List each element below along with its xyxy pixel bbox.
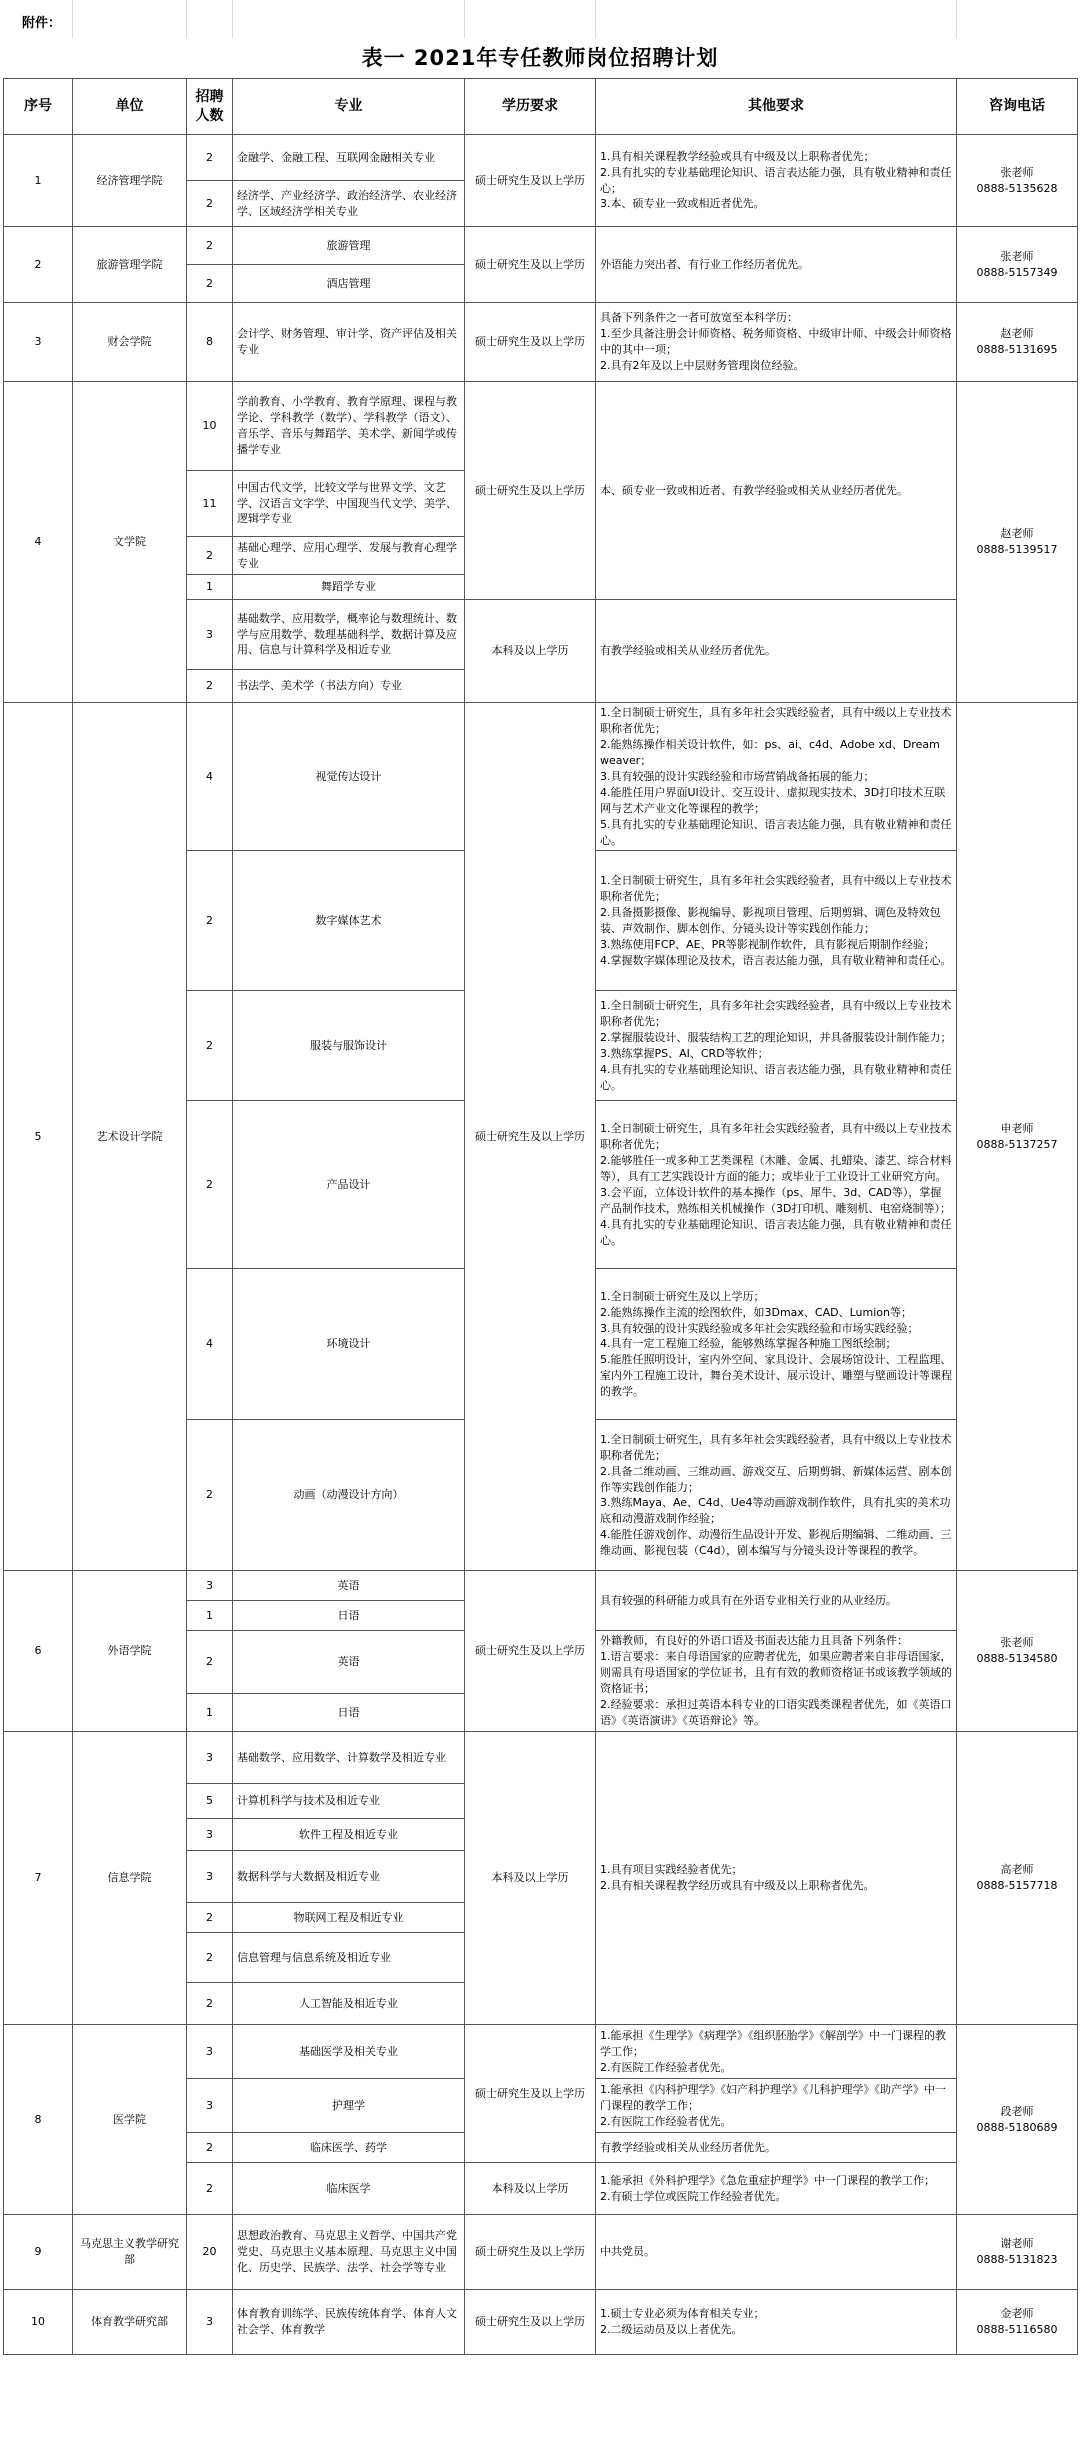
edu-cell: 硕士研究生及以上学历 (465, 2215, 596, 2290)
count-cell: 2 (187, 851, 233, 991)
major-cell: 产品设计 (233, 1101, 465, 1269)
count-cell: 3 (187, 1571, 233, 1601)
count-cell: 2 (187, 1631, 233, 1694)
major-cell: 酒店管理 (233, 265, 465, 303)
major-cell: 金融学、金融工程、互联网金融相关专业 (233, 135, 465, 181)
count-cell: 3 (187, 2079, 233, 2133)
contact-cell (957, 703, 1078, 1571)
recruitment-table (3, 78, 1078, 2355)
contact-cell (957, 2025, 1078, 2215)
unit-cell: 医学院 (73, 2025, 187, 2215)
other-cell: 外语能力突出者、有行业工作经历者优先。 (596, 227, 957, 303)
other-cell: 1.全日制硕士研究生，具有多年社会实践经验者，具有中级以上专业技术职称者优先； 2.具备二维动画、三维动画、游戏交互、后期剪辑、新媒体运营、剧本创作等实践创作能力； 3.熟练Maya、Ae、C4d、Ue4等动画游戏制作软件，具有扎实的美术功底和动漫游戏制作经验； 4.能胜任游戏创作、动漫衍生品设计开发、影视后期编辑、二维动画、三维动画、影视包装（C4d），剧本编写与分镜头设计等课程的教学。 (596, 1420, 957, 1571)
table-row (4, 382, 1078, 471)
count-cell: 2 (187, 1933, 233, 1983)
grid-divider (186, 0, 187, 38)
seq-cell: 10 (4, 2290, 73, 2355)
count-cell: 3 (187, 1819, 233, 1851)
contact-name: 张老师 (1000, 249, 1034, 263)
header-edu: 学历要求 (465, 79, 596, 135)
unit-cell: 财会学院 (73, 303, 187, 382)
count-cell: 2 (187, 670, 233, 703)
contact-name: 段老师 (1000, 2104, 1034, 2118)
table-row (4, 1571, 1078, 1601)
contact-name: 申老师 (1000, 1121, 1034, 1135)
other-cell: 1.全日制硕士研究生及以上学历； 2.能熟练操作主流的绘图软件，如3Dmax、CAD、Lumion等； 3.具有较强的设计实践经验或多年社会实践经验和市场实践经验； 4.具有一定工程施工经验，能够熟练掌握各种施工图纸绘制； 5.能胜任照明设计，室内外空间、家具设计、会展场馆设计、工程监理、室内外工程施工设计，舞台美术设计、展示设计、雕塑与壁画设计等课程的教学。 (596, 1269, 957, 1420)
contact-phone: 0888-5116580 (976, 2323, 1058, 2337)
contact-cell (957, 1571, 1078, 1732)
major-cell: 基础数学、应用数学、计算数学及相近专业 (233, 1732, 465, 1784)
edu-cell: 本科及以上学历 (465, 2163, 596, 2215)
edu-cell: 硕士研究生及以上学历 (465, 2290, 596, 2355)
other-cell: 有教学经验或相关从业经历者优先。 (596, 2133, 957, 2163)
major-cell: 临床医学、药学 (233, 2133, 465, 2163)
major-cell: 日语 (233, 1694, 465, 1732)
table-row (4, 1732, 1078, 1784)
table-row (4, 135, 1078, 181)
contact-phone: 0888-5135628 (976, 181, 1058, 195)
seq-cell: 1 (4, 135, 73, 227)
grid-divider (595, 0, 596, 38)
count-cell: 4 (187, 1269, 233, 1420)
major-cell: 基础数学、应用数学，概率论与数理统计、数学与应用数学、数理基础科学、数据计算及应用、信息与计算科学及相近专业 (233, 600, 465, 670)
count-cell: 3 (187, 2290, 233, 2355)
other-cell: 有教学经验或相关从业经历者优先。 (596, 600, 957, 703)
count-cell: 3 (187, 1732, 233, 1784)
contact-cell (957, 1732, 1078, 2025)
other-cell: 1.具有项目实践经验者优先； 2.具有相关课程教学经历或具有中级及以上职称者优先。 (596, 1732, 957, 2025)
edu-cell: 硕士研究生及以上学历 (465, 135, 596, 227)
unit-cell: 体育教学研究部 (73, 2290, 187, 2355)
contact-name: 高老师 (1000, 1863, 1034, 1877)
major-cell: 数据科学与大数据及相近专业 (233, 1851, 465, 1903)
major-cell: 英语 (233, 1631, 465, 1694)
contact-cell (957, 2215, 1078, 2290)
header-phone: 咨询电话 (957, 79, 1078, 135)
other-cell: 1.全日制硕士研究生，具有多年社会实践经验者，具有中级以上专业技术职称者优先； 2.掌握服装设计、服装结构工艺的理论知识，并具备服装设计制作能力； 3.熟练掌握PS、AI、CRD等软件； 4.具有扎实的专业基础理论知识、语言表达能力强，具有敬业精神和责任心。 (596, 991, 957, 1101)
contact-name: 张老师 (1000, 1636, 1034, 1650)
other-cell: 1.能承担《生理学》《病理学》《组织胚胎学》《解剖学》中一门课程的教学工作； 2.有医院工作经验者优先。 (596, 2025, 957, 2079)
grid-divider (464, 0, 465, 38)
count-cell: 2 (187, 135, 233, 181)
contact-phone: 0888-5180689 (976, 2120, 1058, 2134)
attachment-bar (0, 0, 1080, 38)
major-cell: 数字媒体艺术 (233, 851, 465, 991)
count-cell: 2 (187, 1903, 233, 1933)
major-cell: 物联网工程及相近专业 (233, 1903, 465, 1933)
major-cell: 环境设计 (233, 1269, 465, 1420)
count-cell: 1 (187, 1694, 233, 1732)
count-cell: 11 (187, 471, 233, 537)
count-cell: 2 (187, 991, 233, 1101)
attachment-label: 附件： (22, 16, 62, 31)
edu-cell: 硕士研究生及以上学历 (465, 2025, 596, 2163)
count-cell: 8 (187, 303, 233, 382)
edu-cell: 本科及以上学历 (465, 600, 596, 703)
contact-phone: 0888-5157718 (976, 1879, 1058, 1893)
other-cell: 1.具有相关课程教学经验或具有中级及以上职称者优先； 2.具有扎实的专业基础理论知识、语言表达能力强，具有敬业精神和责任心； 3.本、硕专业一致或相近者优先。 (596, 135, 957, 227)
unit-cell: 马克思主义教学研究部 (73, 2215, 187, 2290)
table-title: 表一 2021年专任教师岗位招聘计划 (361, 46, 719, 70)
major-cell: 基础医学及相关专业 (233, 2025, 465, 2079)
major-cell: 英语 (233, 1571, 465, 1601)
count-cell: 3 (187, 600, 233, 670)
major-cell: 动画（动漫设计方向） (233, 1420, 465, 1571)
major-cell: 旅游管理 (233, 227, 465, 265)
table-row (4, 227, 1078, 265)
other-cell: 外籍教师，有良好的外语口语及书面表达能力且具备下列条件： 1.语言要求：来自母语国家的应聘者优先，如果应聘者来自非母语国家，则需具有母语国家的学位证书，且有有效的教师资格证书或该教学领域的资格证书； 2.经验要求：承担过英语本科专业的口语实践类课程者优先，如《英语口语》《英语演讲》《英语辩论》等。 (596, 1631, 957, 1732)
count-cell: 2 (187, 1420, 233, 1571)
seq-cell: 8 (4, 2025, 73, 2215)
grid-divider (232, 0, 233, 38)
header-seq: 序号 (4, 79, 73, 135)
major-cell: 体育教育训练学、民族传统体育学、体育人文社会学、体育教学 (233, 2290, 465, 2355)
contact-phone: 0888-5137257 (976, 1137, 1058, 1151)
seq-cell: 5 (4, 703, 73, 1571)
count-cell: 2 (187, 1101, 233, 1269)
unit-cell: 文学院 (73, 382, 187, 703)
contact-cell (957, 303, 1078, 382)
other-cell: 1.硕士专业必须为体育相关专业； 2.二级运动员及以上者优先。 (596, 2290, 957, 2355)
other-cell: 中共党员。 (596, 2215, 957, 2290)
other-cell: 1.能承担《外科护理学》《急危重症护理学》中一门课程的教学工作； 2.有硕士学位或医院工作经验者优先。 (596, 2163, 957, 2215)
count-cell: 2 (187, 227, 233, 265)
seq-cell: 3 (4, 303, 73, 382)
contact-phone: 0888-5157349 (976, 265, 1058, 279)
other-cell: 本、硕专业一致或相近者、有教学经验或相关从业经历者优先。 (596, 382, 957, 600)
count-cell: 4 (187, 703, 233, 851)
contact-name: 赵老师 (1000, 527, 1034, 541)
other-cell: 具有较强的科研能力或具有在外语专业相关行业的从业经历。 (596, 1571, 957, 1631)
major-cell: 视觉传达设计 (233, 703, 465, 851)
seq-cell: 4 (4, 382, 73, 703)
major-cell: 思想政治教育、马克思主义哲学、中国共产党党史、马克思主义基本原理、马克思主义中国化、历史学、民族学、法学、社会学等专业 (233, 2215, 465, 2290)
count-cell: 10 (187, 382, 233, 471)
other-cell: 1.全日制硕士研究生，具有多年社会实践经验者，具有中级以上专业技术职称者优先； 2.能熟练操作相关设计软件，如：ps、ai、c4d、Adobe xd、Dream weaver； 3.具有较强的设计实践经验和市场营销战备拓展的能力； 4.能胜任用户界面UI设计、交互设计、虚拟现实技术、3D打印技术互联网与艺术产业文化等课程的教学； 5.具有扎实的专业基础理论知识、语言表达能力强，具有敬业精神和责任心。 (596, 703, 957, 851)
edu-cell: 硕士研究生及以上学历 (465, 703, 596, 1571)
major-cell: 软件工程及相近专业 (233, 1819, 465, 1851)
other-cell: 1.全日制硕士研究生，具有多年社会实践经验者，具有中级以上专业技术职称者优先； 2.能够胜任一或多种工艺类课程（木雕、金属、扎蜡染、漆艺、综合材料等），具有工艺实践设计方面的能力；或毕业于工业设计工业研究方向。 3.会平面，立体设计软件的基本操作（ps、犀牛、3d、CAD等），掌握产品制作技术，熟练相关机械操作（3D打印机、雕刻机、电窑烧制等）； 4.具有扎实的专业基础理论知识、语言表达能力强，具有敬业精神和责任心。 (596, 1101, 957, 1269)
count-cell: 2 (187, 265, 233, 303)
count-cell: 20 (187, 2215, 233, 2290)
table-row (4, 703, 1078, 851)
seq-cell: 6 (4, 1571, 73, 1732)
edu-cell: 硕士研究生及以上学历 (465, 303, 596, 382)
seq-cell: 9 (4, 2215, 73, 2290)
count-cell: 2 (187, 2133, 233, 2163)
seq-cell: 7 (4, 1732, 73, 2025)
count-cell: 2 (187, 537, 233, 575)
major-cell: 经济学、产业经济学、政治经济学、农业经济学、区域经济学相关专业 (233, 181, 465, 227)
edu-cell: 硕士研究生及以上学历 (465, 227, 596, 303)
contact-cell (957, 2290, 1078, 2355)
unit-cell: 外语学院 (73, 1571, 187, 1732)
contact-name: 金老师 (1000, 2307, 1034, 2321)
grid-divider (956, 0, 957, 38)
seq-cell: 2 (4, 227, 73, 303)
edu-cell: 硕士研究生及以上学历 (465, 382, 596, 600)
major-cell: 计算机科学与技术及相近专业 (233, 1784, 465, 1819)
major-cell: 会计学、财务管理、审计学、资产评估及相关专业 (233, 303, 465, 382)
major-cell: 基础心理学、应用心理学、发展与教育心理学专业 (233, 537, 465, 575)
count-cell: 3 (187, 2025, 233, 2079)
contact-name: 赵老师 (1000, 327, 1034, 341)
unit-cell: 经济管理学院 (73, 135, 187, 227)
table-row (4, 2025, 1078, 2079)
other-cell: 具备下列条件之一者可放宽至本科学历： 1.至少具备注册会计师资格、税务师资格、中级审计师、中级会计师资格中的其中一项； 2.具有2年及以上中层财务管理岗位经验。 (596, 303, 957, 382)
major-cell: 临床医学 (233, 2163, 465, 2215)
count-cell: 5 (187, 1784, 233, 1819)
count-cell: 2 (187, 2163, 233, 2215)
unit-cell: 艺术设计学院 (73, 703, 187, 1571)
header-major: 专业 (233, 79, 465, 135)
unit-cell: 旅游管理学院 (73, 227, 187, 303)
grid-divider (72, 0, 73, 38)
contact-phone: 0888-5131695 (976, 343, 1058, 356)
count-cell: 1 (187, 575, 233, 600)
contact-cell (957, 382, 1078, 703)
header-other: 其他要求 (596, 79, 957, 135)
other-cell: 1.全日制硕士研究生，具有多年社会实践经验者，具有中级以上专业技术职称者优先； 2.具备摄影摄像、影视编导、影视项目管理、后期剪辑、调色及特效包装、声效制作、脚本创作、分镜头设计等实践创作能力； 3.熟练使用FCP、AE、PR等影视制作软件，具有影视后期制作经验； 4.掌握数字媒体理论及技术，语言表达能力强，具有敬业精神和责任心。 (596, 851, 957, 991)
header-unit: 单位 (73, 79, 187, 135)
other-cell: 1.能承担《内科护理学》《妇产科护理学》《儿科护理学》《助产学》中一门课程的教学工作； 2.有医院工作经验者优先。 (596, 2079, 957, 2133)
table-row (4, 303, 1078, 382)
major-cell: 舞蹈学专业 (233, 575, 465, 600)
edu-cell: 硕士研究生及以上学历 (465, 1571, 596, 1732)
count-cell: 3 (187, 1851, 233, 1903)
contact-name: 张老师 (1000, 165, 1034, 179)
major-cell: 服装与服饰设计 (233, 991, 465, 1101)
count-cell: 2 (187, 1983, 233, 2025)
contact-phone: 0888-5139517 (976, 543, 1058, 556)
count-cell: 2 (187, 181, 233, 227)
contact-phone: 0888-5131823 (976, 2253, 1058, 2267)
contact-cell (957, 227, 1078, 303)
major-cell: 书法学、美术学（书法方向）专业 (233, 670, 465, 703)
edu-cell: 本科及以上学历 (465, 1732, 596, 2025)
contact-name: 谢老师 (1000, 2237, 1034, 2251)
contact-phone: 0888-5134580 (976, 1652, 1058, 1666)
contact-cell (957, 135, 1078, 227)
major-cell: 护理学 (233, 2079, 465, 2133)
table-row (4, 2290, 1078, 2355)
major-cell: 人工智能及相近专业 (233, 1983, 465, 2025)
header-count: 招聘人数 (187, 79, 233, 135)
count-cell: 1 (187, 1601, 233, 1631)
major-cell: 中国古代文学，比较文学与世界文学、文艺学、汉语言文字学、中国现当代文学、美学、逻辑学专业 (233, 471, 465, 537)
major-cell: 日语 (233, 1601, 465, 1631)
unit-cell: 信息学院 (73, 1732, 187, 2025)
major-cell: 学前教育、小学教育、教育学原理、课程与教学论、学科教学（数学）、学科教学（语文）、音乐学、音乐与舞蹈学、美术学、新闻学或传播学专业 (233, 382, 465, 471)
major-cell: 信息管理与信息系统及相近专业 (233, 1933, 465, 1983)
header-row (4, 79, 1078, 135)
table-row (4, 2215, 1078, 2290)
